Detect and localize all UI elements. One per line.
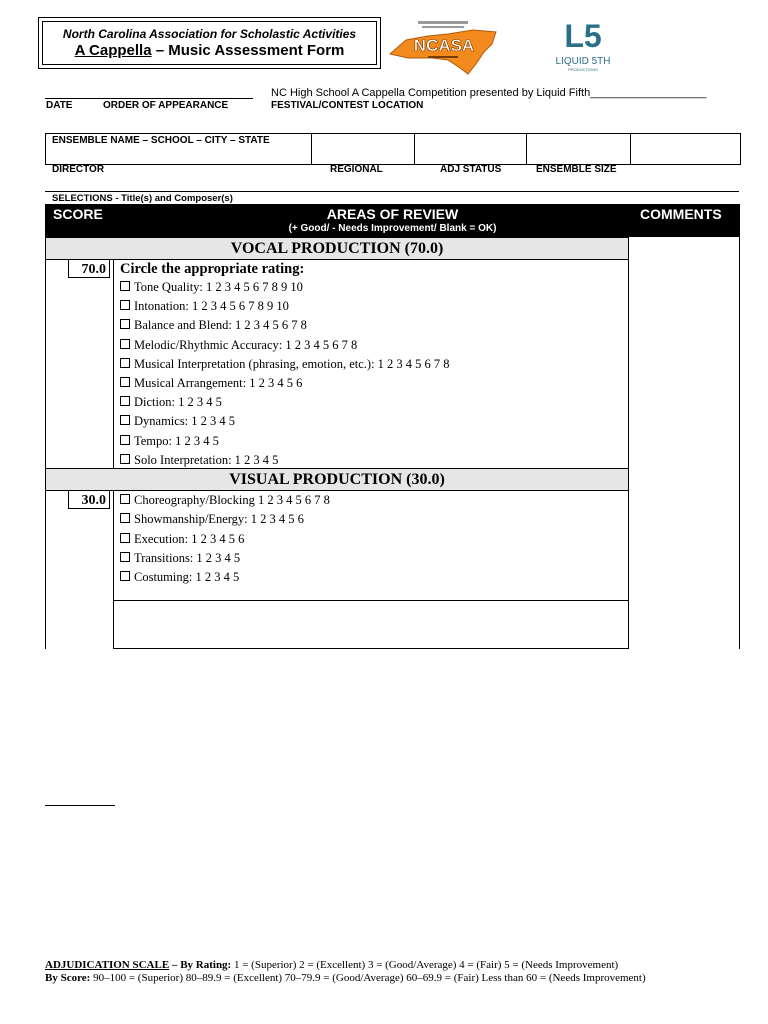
adjudication-scale-rating: [45, 959, 618, 971]
rating-item: [120, 434, 219, 449]
rating-item: [120, 395, 222, 410]
scale-label: ADJUDICATION SCALE: [45, 959, 170, 971]
rating-item-label: Showmanship/Energy: 1 2 3 4 5 6: [134, 512, 304, 527]
l5-text: LIQUID 5TH: [555, 56, 611, 67]
regional-label: REGIONAL: [330, 164, 383, 175]
checkbox-icon[interactable]: [120, 377, 130, 387]
selections-line: [45, 191, 739, 192]
location-label: FESTIVAL/CONTEST LOCATION: [271, 100, 424, 111]
checkbox-icon[interactable]: [120, 454, 130, 464]
checkbox-icon[interactable]: [120, 552, 130, 562]
ensemble-name-label: ENSEMBLE NAME – SCHOOL – CITY – STATE: [52, 135, 270, 146]
vocal-section-title: VOCAL PRODUCTION (70.0): [46, 237, 628, 260]
rating-item-label: Diction: 1 2 3 4 5: [134, 395, 222, 410]
adjudication-scale-score: [45, 972, 646, 984]
date-order-line: [45, 98, 253, 99]
by-rating-label: – By Rating:: [169, 959, 232, 971]
checkbox-icon[interactable]: [120, 281, 130, 291]
rating-item: [120, 532, 244, 547]
checkbox-icon[interactable]: [120, 300, 130, 310]
rating-item-label: Musical Interpretation (phrasing, emotion, etc.): 1 2 3 4 5 6 7 8: [134, 356, 450, 371]
checkbox-icon[interactable]: [120, 435, 130, 445]
visual-score-box: 30.0: [68, 490, 110, 509]
checkbox-icon[interactable]: [120, 319, 130, 329]
rating-item: [120, 551, 240, 566]
rating-item: [120, 493, 330, 508]
director-label: DIRECTOR: [52, 164, 105, 175]
rating-item: [120, 414, 235, 429]
rating-item-label: Musical Arrangement: 1 2 3 4 5 6: [134, 376, 303, 390]
by-score-label: By Score:: [45, 972, 91, 984]
by-rating-values: 1 = (Superior) 2 = (Excellent) 3 = (Good/Average) 4 = (Fair) 5 = (Needs Improvement): [231, 959, 619, 971]
visual-section-title: VISUAL PRODUCTION (30.0): [46, 468, 628, 491]
checkbox-icon[interactable]: [120, 571, 130, 581]
rating-item: [120, 338, 357, 353]
review-header-bar: [45, 204, 740, 237]
rating-item-label: Costuming: 1 2 3 4 5: [134, 570, 240, 585]
visual-score-divider: [113, 490, 114, 649]
competition-line: NC High School A Cappella Competition presented by Liquid Fifth___________________: [271, 87, 707, 99]
ens-divider-2: [414, 134, 415, 164]
by-score-values: 90–100 = (Superior) 80–89.9 = (Excellent) 70–79.9 = (Good/Average) 60–69.9 = (Fair) Less than 60 = (Needs Improvement): [90, 972, 646, 984]
ens-divider-4: [630, 134, 631, 164]
checkbox-icon[interactable]: [120, 415, 130, 425]
grid-right-border: [739, 237, 740, 649]
rating-item: [120, 570, 239, 585]
rating-legend: (+ Good/ - Needs Improvement/ Blank = OK): [288, 223, 497, 234]
checkbox-icon[interactable]: [120, 396, 130, 406]
form-title: [43, 42, 376, 59]
rating-item: [120, 318, 307, 333]
form-title-underlined: A Cappella: [74, 42, 152, 59]
comments-header: COMMENTS: [640, 206, 722, 222]
ens-divider-3: [526, 134, 527, 164]
checkbox-icon[interactable]: [120, 494, 130, 504]
visual-bottom-row-line: [113, 600, 628, 601]
rating-item-label: Tone Quality: 1 2 3 4 5 6 7 8 9 10: [134, 280, 303, 294]
vocal-score-divider: [113, 259, 114, 468]
grid-left-border: [45, 237, 46, 649]
ensemble-size-label: ENSEMBLE SIZE: [536, 164, 617, 175]
ncasa-logo-text: NCASA: [413, 36, 475, 55]
selections-label: SELECTIONS - Title(s) and Composer(s): [52, 193, 233, 204]
rating-item-label: Intonation: 1 2 3 4 5 6 7 8 9 10: [134, 299, 289, 314]
ensemble-entry-table: [45, 133, 741, 165]
areas-header: AREAS OF REVIEW: [326, 206, 459, 222]
rating-item-label: Tempo: 1 2 3 4 5: [134, 433, 219, 448]
grid-comments-border: [628, 237, 629, 649]
adj-status-label: ADJ STATUS: [440, 164, 502, 175]
vocal-score-box: 70.0: [68, 259, 110, 278]
rating-item-label: Execution: 1 2 3 4 5 6: [134, 531, 245, 546]
rating-item: [120, 299, 289, 314]
rating-item-label: Solo Interpretation: 1 2 3 4 5: [134, 452, 279, 467]
checkbox-icon[interactable]: [120, 358, 130, 368]
vocal-instruction: Circle the appropriate rating:: [120, 261, 305, 277]
signature-line: [45, 805, 115, 806]
order-label: ORDER OF APPEARANCE: [103, 100, 229, 111]
checkbox-icon[interactable]: [120, 513, 130, 523]
rating-item: [120, 453, 278, 468]
form-title-rest: – Music Assessment Form: [151, 42, 345, 59]
visual-bottom-line: [113, 648, 628, 649]
org-name: North Carolina Association for Scholastic Activities: [62, 27, 357, 41]
rating-item-label: Transitions: 1 2 3 4 5: [134, 550, 241, 565]
ncasa-logo: [388, 18, 498, 76]
rating-item-label: Balance and Blend: 1 2 3 4 5 6 7 8: [134, 318, 307, 333]
rating-item-label: Dynamics: 1 2 3 4 5: [134, 414, 236, 429]
rating-item: [120, 376, 302, 391]
liquid-fifth-logo: [548, 17, 618, 77]
l5-mark: L5: [564, 18, 602, 54]
ens-divider-1: [311, 134, 312, 164]
l5-sub: PRODUCTIONS: [568, 67, 598, 72]
rating-item-label: Choreography/Blocking 1 2 3 4 5 6 7 8: [134, 493, 330, 507]
date-label: DATE: [46, 100, 73, 111]
rating-item-label: Melodic/Rhythmic Accuracy: 1 2 3 4 5 6 7 8: [134, 337, 358, 352]
form-title-box: [38, 17, 381, 69]
rating-item: [120, 280, 303, 295]
checkbox-icon[interactable]: [120, 339, 130, 349]
rating-item: [120, 512, 304, 527]
checkbox-icon[interactable]: [120, 533, 130, 543]
score-header: SCORE: [53, 206, 103, 222]
form-title-inner: [42, 21, 377, 65]
rating-item: [120, 357, 450, 372]
